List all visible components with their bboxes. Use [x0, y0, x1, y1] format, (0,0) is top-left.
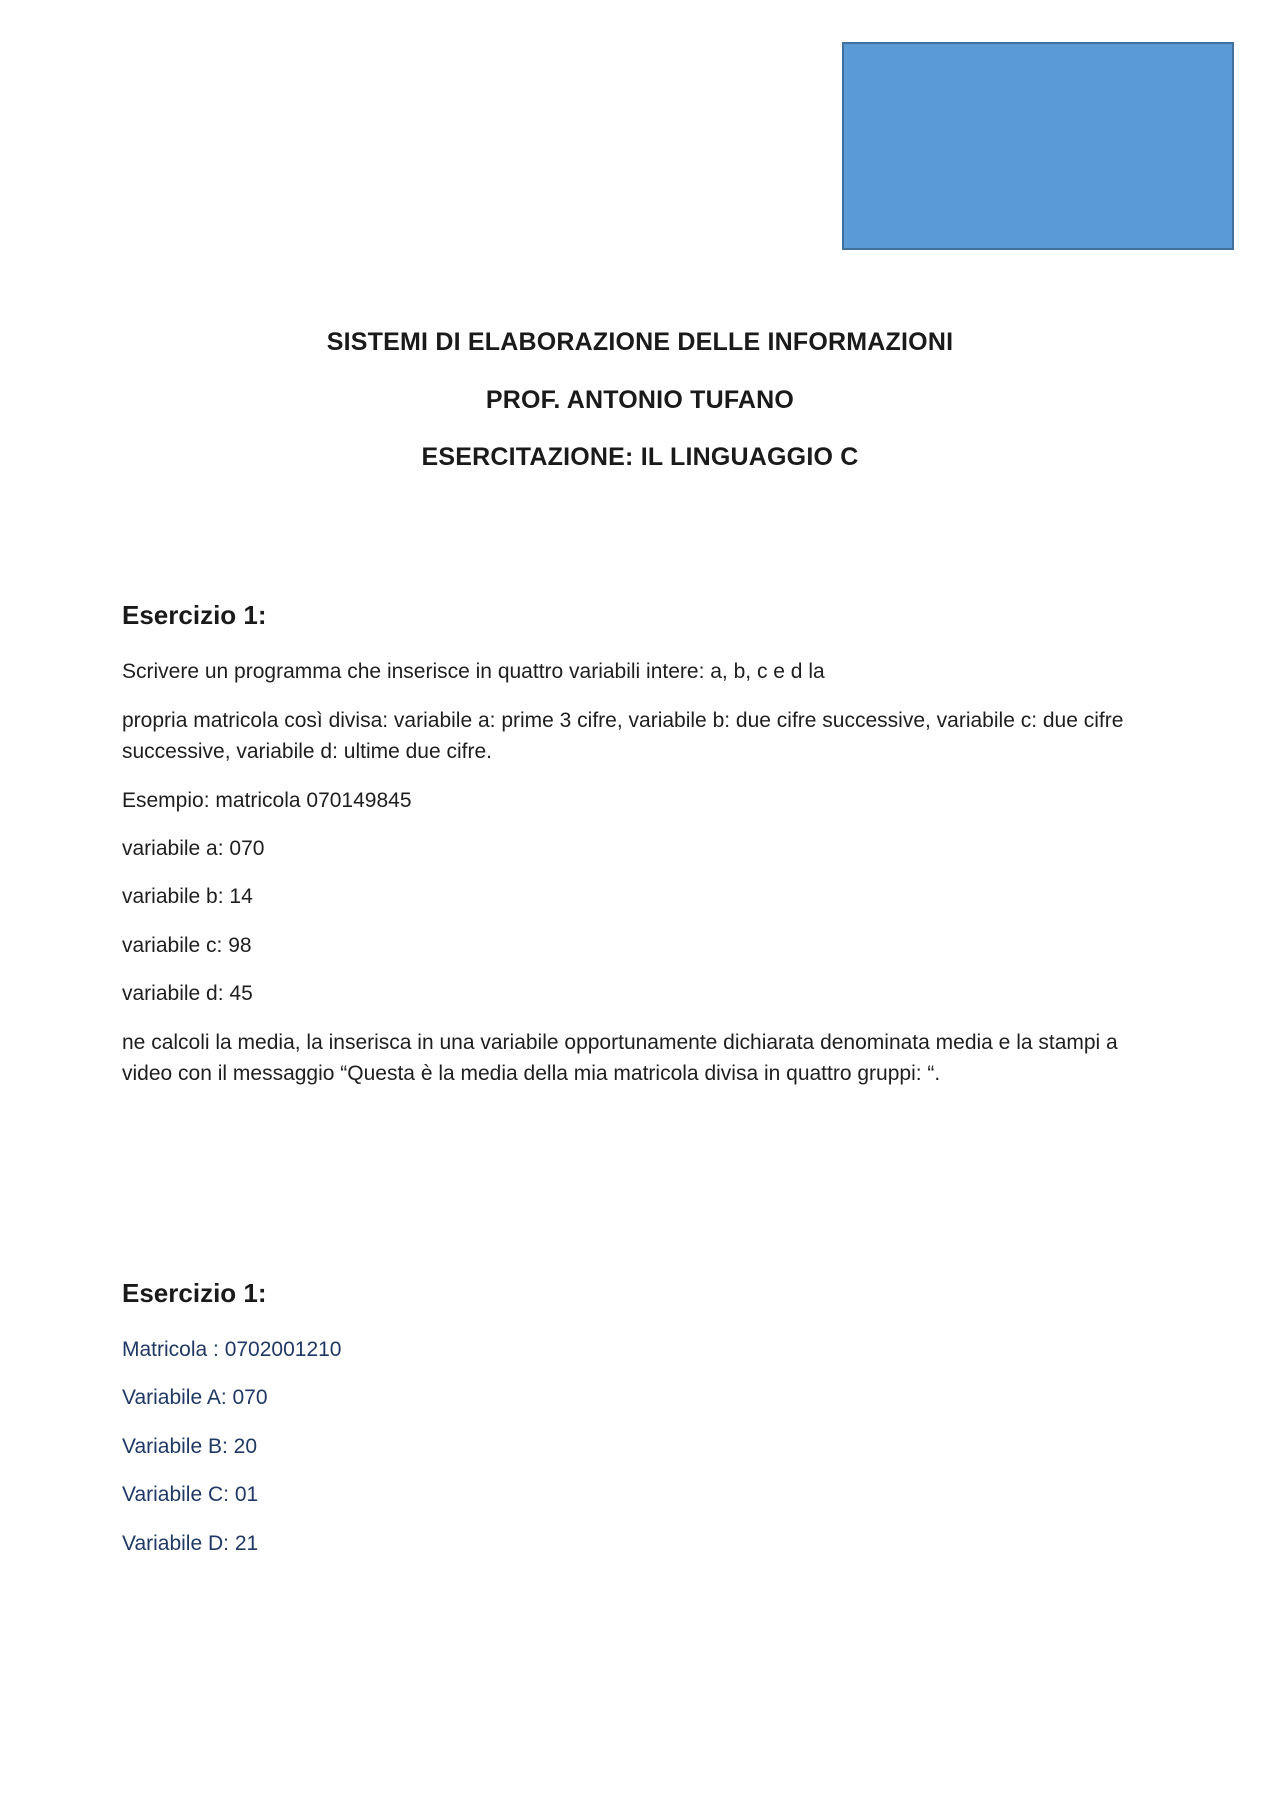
- exercise-1-title: Esercizio 1:: [122, 600, 267, 630]
- solution-1-title: Esercizio 1:: [122, 1278, 267, 1308]
- assignment-title: ESERCITAZIONE: IL LINGUAGGIO C: [421, 443, 859, 471]
- exercise-paragraph: variabile a: 070: [122, 837, 265, 860]
- solution-line: Matricola : 0702001210: [122, 1338, 342, 1361]
- exercise-paragraph: ne calcoli la media, la inserisca in una variabile opportunamente dichiarata denominata media e la stampi a video con il messaggio “Questa è la media della mia matricola divisa in quattro gruppi: “.: [122, 1031, 1118, 1085]
- blue-rectangle-placeholder: [842, 42, 1234, 250]
- course-title: SISTEMI DI ELABORAZIONE DELLE INFORMAZIONI: [326, 328, 954, 356]
- solution-line: Variabile C: 01: [122, 1483, 259, 1506]
- exercise-paragraph: propria matricola così divisa: variabile a: prime 3 cifre, variabile b: due cifre successive, variabile c: due cifre successive, variabile d: ultime due cifre.: [122, 709, 1124, 763]
- exercise-paragraph: variabile c: 98: [122, 934, 252, 957]
- exercise-paragraph: Esempio: matricola 070149845: [122, 789, 412, 812]
- exercise-paragraph: variabile d: 45: [122, 982, 253, 1005]
- professor-name: PROF. ANTONIO TUFANO: [485, 386, 795, 414]
- solution-line: Variabile B: 20: [122, 1435, 258, 1458]
- exercise-paragraph: Scrivere un programma che inserisce in quattro variabili intere: a, b, c e d la: [122, 660, 825, 683]
- solution-line: Variabile A: 070: [122, 1386, 268, 1409]
- solution-line: Variabile D: 21: [122, 1532, 259, 1555]
- exercise-paragraph: variabile b: 14: [122, 885, 253, 908]
